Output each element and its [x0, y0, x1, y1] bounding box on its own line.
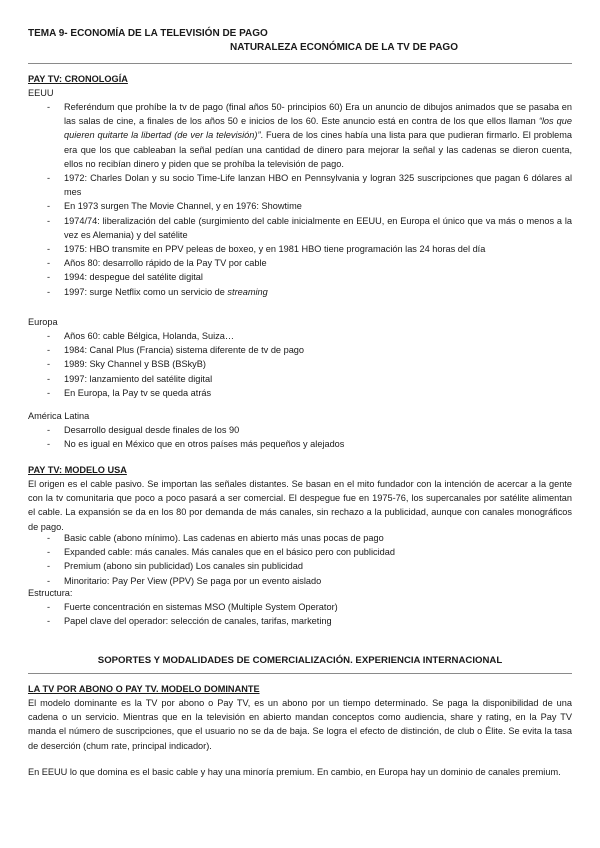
tema-title: TEMA 9- ECONOMÍA DE LA TELEVISIÓN DE PAGO	[28, 28, 268, 39]
list-item: - 1984: Canal Plus (Francia) sistema diferente de tv de pago	[28, 343, 572, 357]
list-item: - Minoritario: Pay Per View (PPV) Se paga por un evento aislado	[28, 574, 572, 588]
list-item: - En 1973 surgen The Movie Channel, y en 1976: Showtime	[28, 199, 572, 213]
modelo-usa-list	[28, 531, 572, 588]
list-item: - Desarrollo desigual desde finales de los 90	[28, 423, 572, 437]
list-item: - 1974/74: liberalización del cable (surgimiento del cable inicialmente en EEUU, en Europa el único que va más o menos a la vez es Alemania) y del satélite	[28, 214, 572, 242]
soportes-paragraph-2: En EEUU lo que domina es el basic cable y hay una minoría premium. En cambio, en Europa hay un dominio de canales premium.	[28, 767, 561, 777]
header-divider	[28, 63, 572, 64]
list-item: - No es igual en México que en otros países más pequeños y alejados	[28, 437, 572, 451]
list-item: - Referéndum que prohíbe la tv de pago (final años 50- principios 60) Era un anuncio de dibujos animados que se pasaba en las salas de cine, a finales de los años 50 e inicios de los 60. Este anuncio está en contra de los que ellos llaman “los que quieren quitarte la libertad (de ver la televisión)”. Fuera de los cines había una lista para que pudieran firmarlo. El problema era que los que cableaban la señal pedían una cantidad de dinero para mejorar la señal y las cadenas se dieron cuenta, ellos no recibían dinero y piden que se prohíba la televisión de pago.	[28, 100, 572, 171]
list-item: - En Europa, la Pay tv se queda atrás	[28, 386, 572, 400]
modelo-usa-heading: PAY TV: MODELO USA	[28, 465, 127, 475]
eeuu-label: EEUU	[28, 88, 54, 98]
estructura-label: Estructura:	[28, 588, 73, 598]
section-subtitle: NATURALEZA ECONÓMICA DE LA TV DE PAGO	[230, 42, 458, 53]
latam-label: América Latina	[28, 411, 90, 421]
soportes-subheading: LA TV POR ABONO O PAY TV. MODELO DOMINANTE	[28, 684, 260, 694]
list-item: - Papel clave del operador: selección de canales, tarifas, marketing	[28, 614, 572, 628]
list-item: - Años 80: desarrollo rápido de la Pay TV por cable	[28, 256, 572, 270]
list-item: - Fuerte concentración en sistemas MSO (Multiple System Operator)	[28, 600, 572, 614]
soportes-paragraph-1: El modelo dominante es la TV por abono o Pay TV, es un abono por un tiempo determinado. Se paga la disponibilidad de una cadena o un servicio. Mientras que en la televisión en abierto mandan conceptos como audiencia, share y rating, en la Pay TV manda el número de suscripciones, que el usuario no se da de baja. Se logra el efecto de distinción, de club o Élite. Se evita la tasa de deserción (chum rate, principal indicador).	[28, 698, 572, 751]
list-item: - 1994: despegue del satélite digital	[28, 270, 572, 284]
list-item: - Premium (abono sin publicidad) Los canales sin publicidad	[28, 559, 572, 573]
latam-list	[28, 423, 572, 451]
europa-label: Europa	[28, 317, 58, 327]
list-item: - Expanded cable: más canales. Más canales que en el básico pero con publicidad	[28, 545, 572, 559]
cronologia-heading: PAY TV: CRONOLOGÍA	[28, 74, 128, 84]
eeuu-list	[28, 100, 572, 299]
soportes-divider	[28, 673, 572, 674]
estructura-list	[28, 600, 572, 628]
list-item: - 1989: Sky Channel y BSB (BSkyB)	[28, 357, 572, 371]
list-item: - 1997: lanzamiento del satélite digital	[28, 372, 572, 386]
list-item: - 1975: HBO transmite en PPV peleas de boxeo, y en 1981 HBO tiene programación las 24 horas del día	[28, 242, 572, 256]
soportes-heading: SOPORTES Y MODALIDADES DE COMERCIALIZACIÓN. EXPERIENCIA INTERNACIONAL	[97, 655, 503, 666]
list-item: - 1972: Charles Dolan y su socio Time-Life lanzan HBO en Pennsylvania y logran 325 suscripciones que pagan 6 dólares al mes	[28, 171, 572, 199]
list-item: - 1997: surge Netflix como un servicio de streaming	[28, 285, 572, 299]
europa-list	[28, 329, 572, 400]
modelo-usa-paragraph: El origen es el cable pasivo. Se importan las señales distantes. Se basan en el mito fundador con la intención de acercar a la gente con la tv comunitaria que poco a poco pasará a ser comercial. El despegue fue en 1975-76, los supercanales por satélite alimentan el cable. La expansión se da en los 80 por demanda de más canales, sin rechazo a la publicidad, aunque con canales monográficos de pago.	[28, 479, 572, 532]
list-item: - Basic cable (abono mínimo). Las cadenas en abierto más unas pocas de pago	[28, 531, 572, 545]
list-item: - Años 60: cable Bélgica, Holanda, Suiza…	[28, 329, 572, 343]
